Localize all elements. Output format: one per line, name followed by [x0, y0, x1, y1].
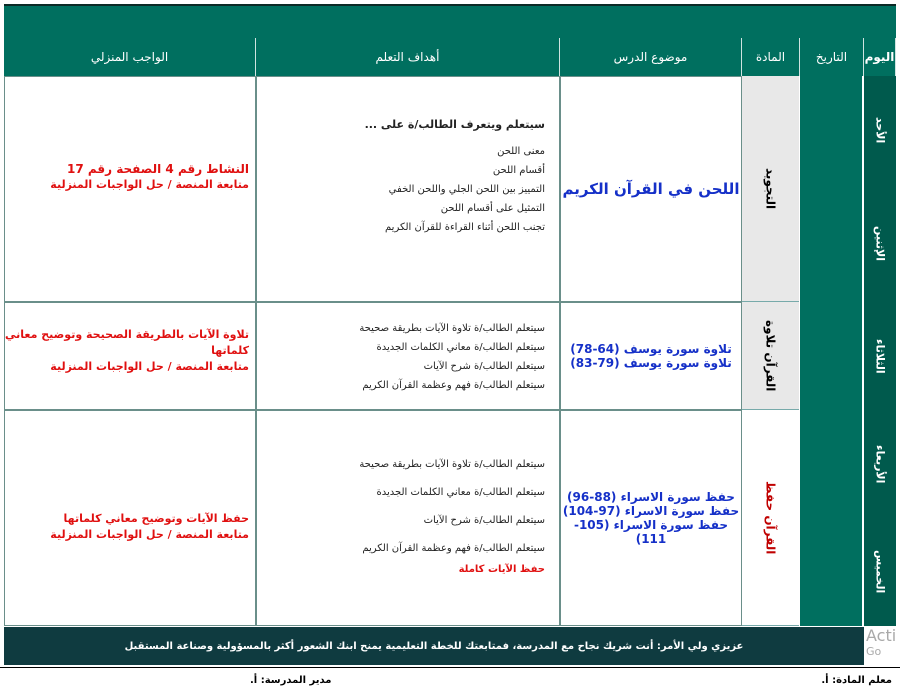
topic-cell-2 — [560, 302, 742, 410]
homework-cell-1 — [4, 76, 256, 302]
header-homework: الواجب المنزلي — [4, 38, 256, 76]
topic-text: تلاوة سورة يوسف (64-78) — [570, 342, 732, 356]
topic-text: تلاوة سورة يوسف (79-83) — [570, 356, 732, 370]
homework-item: النشاط رقم 4 الصفحة رقم 17 — [66, 162, 249, 176]
day-wednesday: الأربعاء — [864, 410, 896, 519]
homework-item: متابعة المنصة / حل الواجبات المنزلية — [50, 528, 249, 541]
day-thursday: الخميس — [864, 518, 896, 626]
goal-item: التمييز بين اللحن الجلي واللحن الخفي — [388, 184, 545, 195]
header-topic: موضوع الدرس — [560, 38, 742, 76]
goal-item: سيتعلم الطالب/ة معاني الكلمات الجديدة — [376, 487, 545, 498]
header-day: اليوم — [864, 38, 896, 76]
teacher-signature: معلم المادة: أ. — [821, 675, 892, 686]
homework-cell-3 — [4, 410, 256, 626]
subject-recitation: القرآن تلاوة — [742, 302, 799, 410]
goal-extra: حفظ الآيات كاملة — [458, 564, 545, 575]
goal-item: سيتعلم الطالب/ة فهم وعظمة القرآن الكريم — [362, 543, 545, 554]
goal-item: تجنب اللحن أثناء القراءة للقرآن الكريم — [385, 222, 545, 233]
day-monday: الإثنين — [864, 184, 896, 303]
day-tuesday: الثلاثاء — [864, 302, 896, 411]
topic-text: حفظ سورة الاسراء (105-111) — [573, 518, 729, 546]
goals-title: سيتعلم ويتعرف الطالب/ة على ... — [364, 118, 545, 131]
header-subject: المادة — [742, 38, 800, 76]
top-band — [4, 4, 896, 40]
topic-cell-1 — [560, 76, 742, 302]
principal-signature: مدير المدرسة: أ. — [250, 675, 332, 686]
topic-text: اللحن في القرآن الكريم — [562, 180, 740, 198]
goal-item: سيتعلم الطالب/ة شرح الآيات — [423, 515, 545, 526]
homework-item: متابعة المنصة / حل الواجبات المنزلية — [50, 178, 249, 191]
subject-tajweed: التجويد — [742, 76, 799, 302]
topic-text: حفظ سورة الاسراء (88-96) — [567, 490, 735, 504]
header-goals: أهداف التعلم — [256, 38, 560, 76]
goal-item: سيتعلم الطالب/ة معاني الكلمات الجديدة — [376, 342, 545, 353]
homework-item: متابعة المنصة / حل الواجبات المنزلية — [50, 360, 249, 373]
date-column — [800, 76, 862, 626]
goal-item: معنى اللحن — [497, 146, 545, 157]
footer-note: عزيزي ولي الأمر: أنت شريك نجاح مع المدرسة، فمتابعتك للخطة التعليمية يمنح ابنك الشعور أكثر بالمسؤولية وصناعة المستقبل — [4, 627, 864, 665]
goal-item: سيتعلم الطالب/ة شرح الآيات — [423, 361, 545, 372]
goals-cell-3 — [256, 410, 560, 626]
subject-memorization: القرآن حفظ — [742, 410, 799, 626]
goal-item: سيتعلم الطالب/ة تلاوة الآيات بطريقة صحيحة — [359, 323, 545, 334]
homework-item: تلاوة الآيات بالطريقة الصحيحة وتوضيح معاني كلماتها — [5, 328, 249, 357]
goal-item: سيتعلم الطالب/ة فهم وعظمة القرآن الكريم — [362, 380, 545, 391]
goal-item: سيتعلم الطالب/ة تلاوة الآيات بطريقة صحيحة — [359, 459, 545, 470]
topic-text: حفظ سورة الاسراء (97-104) — [562, 504, 740, 518]
goal-item: التمثيل على أقسام اللحن — [440, 203, 545, 214]
activation-watermark: Acti Go — [866, 626, 897, 658]
homework-item: حفظ الآيات وتوضيح معاني كلماتها — [63, 512, 249, 525]
signature-line — [0, 667, 900, 696]
goals-cell-1 — [256, 76, 560, 302]
day-sunday: الأحد — [864, 76, 896, 185]
topic-cell-3 — [560, 410, 742, 626]
homework-cell-2 — [4, 302, 256, 410]
goal-item: أقسام اللحن — [492, 165, 545, 176]
header-date: التاريخ — [800, 38, 864, 76]
goals-cell-2 — [256, 302, 560, 410]
